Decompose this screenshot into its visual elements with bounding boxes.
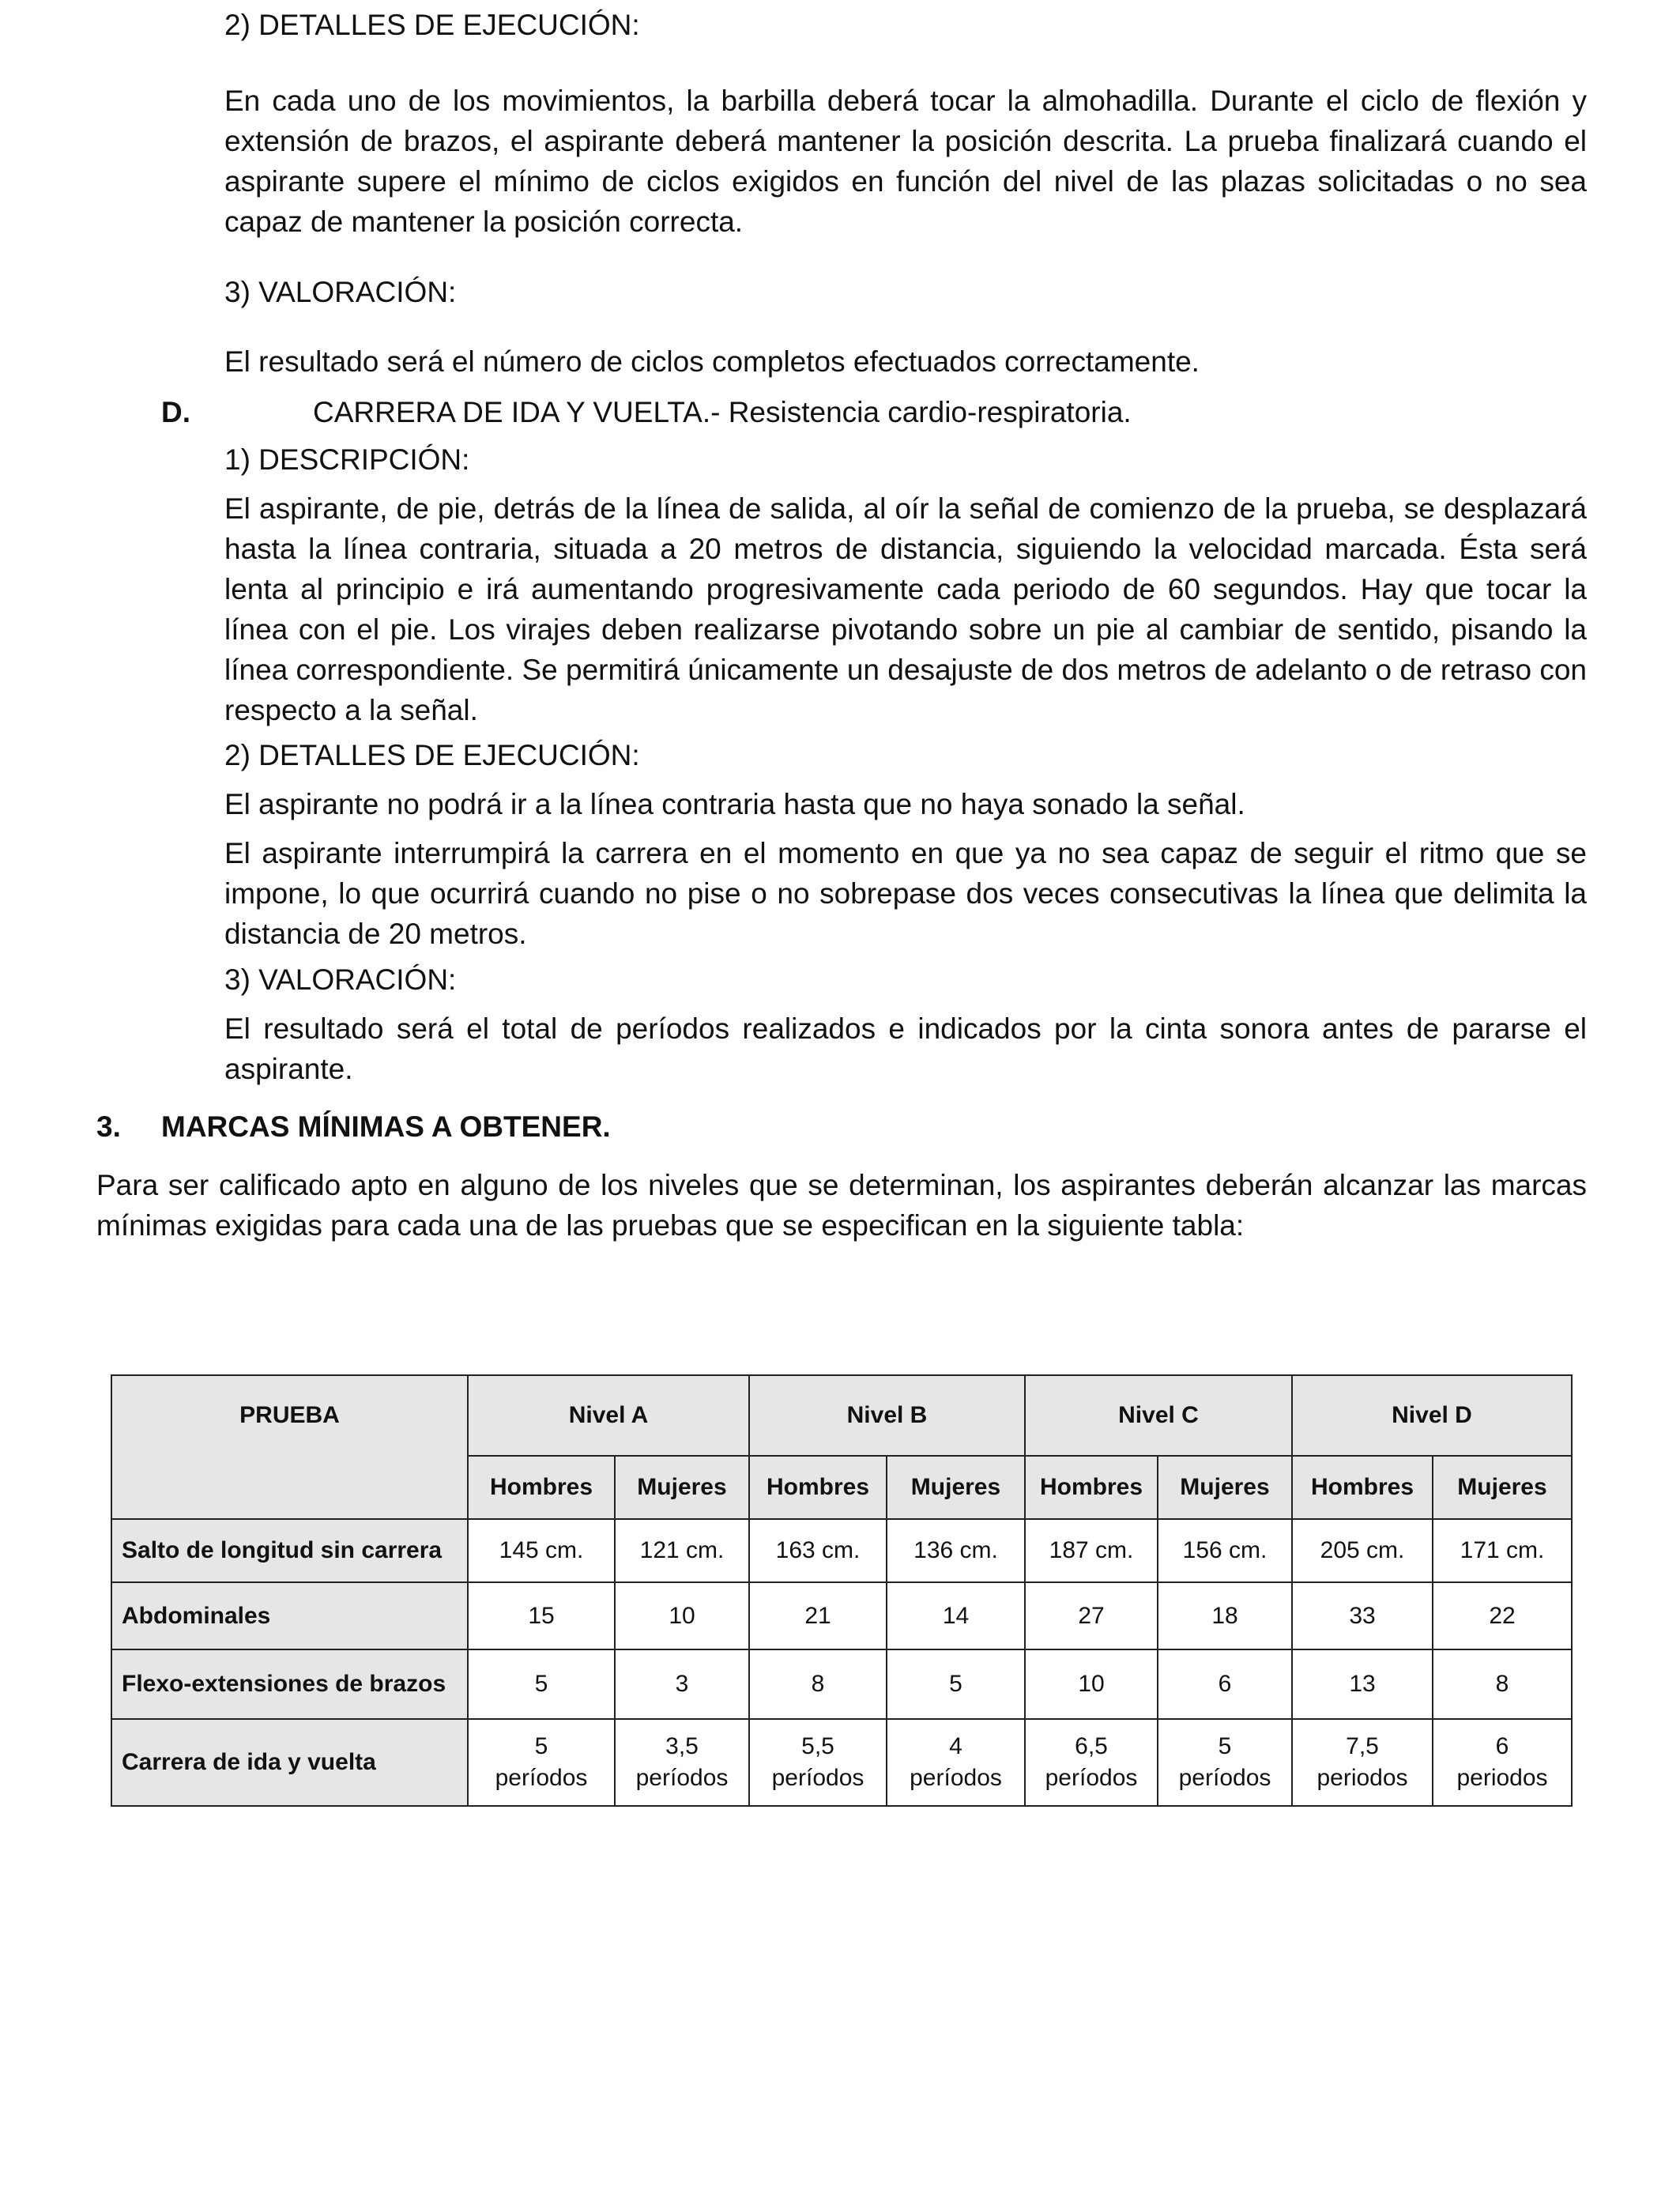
cell-value: 5 xyxy=(534,1671,548,1697)
cell-value: 156 cm. xyxy=(1182,1537,1268,1563)
table-cell xyxy=(1433,1519,1572,1582)
cell-value: 10 xyxy=(1078,1671,1105,1697)
men-header: Hombres xyxy=(468,1456,615,1519)
table-cell xyxy=(468,1582,615,1649)
table-cell xyxy=(1158,1582,1292,1649)
table-cell xyxy=(749,1582,887,1649)
table-cell xyxy=(1292,1582,1433,1649)
level-a-header: Nivel A xyxy=(468,1375,749,1456)
men-header: Hombres xyxy=(749,1456,887,1519)
table-cell xyxy=(1025,1719,1158,1806)
table-cell xyxy=(1292,1649,1433,1719)
cell-value: 5 xyxy=(534,1733,548,1759)
cell-value: períodos xyxy=(1045,1765,1138,1791)
cell-value: 3,5 xyxy=(665,1733,699,1759)
cell-value: 14 xyxy=(942,1602,970,1629)
row-label: Flexo-extensiones de brazos xyxy=(111,1649,468,1719)
cell-value: períodos xyxy=(495,1765,588,1791)
execution-details-heading: 2) DETALLES DE EJECUCIÓN: xyxy=(224,9,640,41)
prueba-header: PRUEBA xyxy=(111,1375,468,1519)
marks-table-body xyxy=(111,1519,1572,1806)
table-cell xyxy=(749,1719,887,1806)
table-cell xyxy=(1292,1719,1433,1806)
valuation-heading: 3) VALORACIÓN: xyxy=(224,276,457,308)
section-3-title: MARCAS MÍNIMAS A OBTENER. xyxy=(161,1110,611,1143)
table-cell xyxy=(468,1649,615,1719)
cell-value: períodos xyxy=(910,1765,1002,1791)
women-header: Mujeres xyxy=(887,1456,1025,1519)
women-header: Mujeres xyxy=(615,1456,749,1519)
level-d-header: Nivel D xyxy=(1292,1375,1572,1456)
cell-value: 5,5 xyxy=(801,1733,834,1759)
table-cell xyxy=(615,1519,749,1582)
cell-value: periodos xyxy=(1456,1765,1548,1791)
table-cell xyxy=(615,1649,749,1719)
table-cell xyxy=(1433,1649,1572,1719)
cell-value: 7,5 xyxy=(1346,1733,1379,1759)
cell-value: 136 cm. xyxy=(913,1537,998,1563)
cell-value: 121 cm. xyxy=(639,1537,725,1563)
table-cell xyxy=(887,1719,1025,1806)
table-cell xyxy=(887,1649,1025,1719)
level-c-header: Nivel C xyxy=(1025,1375,1292,1456)
minimum-marks-table xyxy=(111,1374,1573,1807)
row-label: Carrera de ida y vuelta xyxy=(111,1719,468,1806)
table-cell xyxy=(1025,1582,1158,1649)
table-cell xyxy=(749,1649,887,1719)
cell-value: 8 xyxy=(1495,1671,1509,1697)
valuation-heading-2: 3) VALORACIÓN: xyxy=(224,963,457,996)
cell-value: 6 xyxy=(1495,1733,1509,1759)
row-label: Abdominales xyxy=(111,1582,468,1649)
women-header: Mujeres xyxy=(1158,1456,1292,1519)
table-cell xyxy=(1158,1649,1292,1719)
table-cell xyxy=(887,1519,1025,1582)
cell-value: 145 cm. xyxy=(499,1537,584,1563)
section-3-paragraph: Para ser calificado apto en alguno de los niveles que se determinan, los aspirantes deberán alcanzar las marcas mínimas exigidas para cada una de las pruebas que se especifican en la siguiente tabla: xyxy=(96,1169,1587,1242)
cell-value: 8 xyxy=(811,1671,825,1697)
cell-value: 6 xyxy=(1218,1671,1232,1697)
cell-value: periodos xyxy=(1317,1765,1408,1791)
table-cell xyxy=(1025,1519,1158,1582)
men-header: Hombres xyxy=(1292,1456,1433,1519)
cell-value: períodos xyxy=(635,1765,729,1791)
section-d-letter: D. xyxy=(161,396,190,428)
table-cell xyxy=(1025,1649,1158,1719)
cell-value: períodos xyxy=(1178,1765,1271,1791)
men-header: Hombres xyxy=(1025,1456,1158,1519)
table-cell xyxy=(1433,1719,1572,1806)
table-cell xyxy=(615,1582,749,1649)
execution-details-paragraph-2a: El aspirante no podrá ir a la línea contraria hasta que no haya sonado la señal. xyxy=(224,788,1245,820)
table-cell xyxy=(468,1719,615,1806)
cell-value: 27 xyxy=(1078,1602,1105,1629)
level-b-header: Nivel B xyxy=(749,1375,1025,1456)
cell-value: 187 cm. xyxy=(1049,1537,1134,1563)
cell-value: períodos xyxy=(771,1765,864,1791)
table-cell xyxy=(468,1519,615,1582)
table-cell xyxy=(887,1582,1025,1649)
table-cell xyxy=(1158,1519,1292,1582)
execution-details-paragraph-2b: El aspirante interrumpirá la carrera en el momento en que ya no sea capaz de seguir el ritmo que se impone, lo que ocurrirá cuando no pise o no sobrepase dos veces consecutivas la línea que delimita la distancia de 20 metros. xyxy=(224,837,1587,950)
level-header-row xyxy=(111,1375,1572,1456)
cell-value: 21 xyxy=(804,1602,831,1629)
table-cell xyxy=(1433,1582,1572,1649)
cell-value: 10 xyxy=(669,1602,695,1629)
valuation-paragraph: El resultado será el número de ciclos completos efectuados correctamente. xyxy=(224,345,1200,378)
table-row xyxy=(111,1719,1572,1806)
table-cell xyxy=(1158,1719,1292,1806)
section-3-number: 3. xyxy=(96,1110,121,1143)
execution-details-paragraph: En cada uno de los movimientos, la barbilla deberá tocar la almohadilla. Durante el ciclo de flexión y extensión de brazos, el aspirante deberá mantener la posición descrita. La prueba finalizará cuando el aspirante supere el mínimo de ciclos exigidos en función del nivel de las plazas solicitadas o no sea capaz de mantener la posición correcta. xyxy=(224,85,1587,238)
women-header: Mujeres xyxy=(1433,1456,1572,1519)
cell-value: 6,5 xyxy=(1075,1733,1108,1759)
cell-value: 163 cm. xyxy=(775,1537,861,1563)
table-row xyxy=(111,1519,1572,1582)
cell-value: 5 xyxy=(949,1671,962,1697)
table-cell xyxy=(749,1519,887,1582)
cell-value: 18 xyxy=(1211,1602,1238,1629)
cell-value: 3 xyxy=(675,1671,689,1697)
description-paragraph: El aspirante, de pie, detrás de la línea de salida, al oír la señal de comienzo de la prueba, se desplazará hasta la línea contraria, situada a 20 metros de distancia, siguiendo la velocidad marcada. Ésta será lenta al principio e irá aumentando progresivamente cada periodo de 60 segundos. Hay que tocar la línea con el pie. Los virajes deben realizarse pivotando sobre un pie al cambiar de sentido, pisando la línea correspondiente. Se permitirá únicamente un desajuste de dos metros de adelanto o de retraso con respecto a la señal. xyxy=(224,492,1587,726)
cell-value: 22 xyxy=(1489,1602,1516,1629)
cell-value: 15 xyxy=(528,1602,555,1629)
valuation-paragraph-2: El resultado será el total de períodos realizados e indicados por la cinta sonora antes de pararse el aspirante. xyxy=(224,1012,1587,1085)
cell-value: 4 xyxy=(949,1733,962,1759)
cell-value: 13 xyxy=(1349,1671,1376,1697)
table-row xyxy=(111,1582,1572,1649)
table-row xyxy=(111,1649,1572,1719)
table-cell xyxy=(615,1719,749,1806)
row-label: Salto de longitud sin carrera xyxy=(111,1519,468,1582)
table-cell xyxy=(1292,1519,1433,1582)
section-d-title: CARRERA DE IDA Y VUELTA.- Resistencia cardio-respiratoria. xyxy=(313,396,1132,428)
cell-value: 33 xyxy=(1349,1602,1376,1629)
description-heading: 1) DESCRIPCIÓN: xyxy=(224,443,470,476)
cell-value: 205 cm. xyxy=(1320,1537,1405,1563)
execution-details-heading-2: 2) DETALLES DE EJECUCIÓN: xyxy=(224,739,640,771)
cell-value: 5 xyxy=(1218,1733,1232,1759)
cell-value: 171 cm. xyxy=(1460,1537,1545,1563)
